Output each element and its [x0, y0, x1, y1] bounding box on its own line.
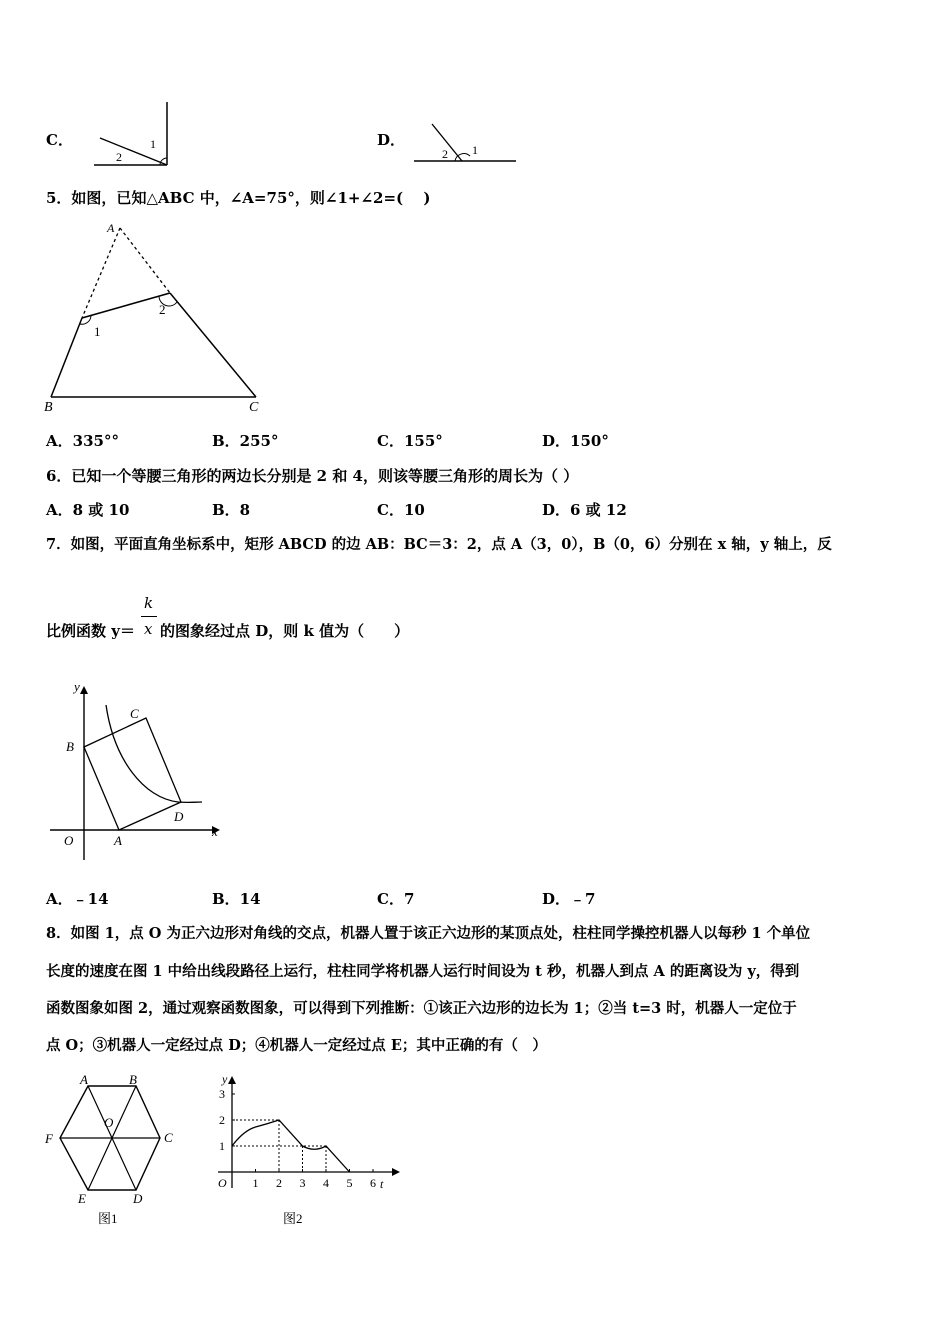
graph-y-label: y — [222, 1072, 228, 1086]
vertex-b-label: B — [44, 400, 53, 415]
graph-ticks — [219, 1087, 376, 1190]
q7-option-c: C．7 — [377, 890, 415, 908]
point-a-label: A — [114, 833, 122, 848]
slant-ray — [100, 138, 167, 165]
q8-line1: 8．如图 1，点 O 为正六边形对角线的交点，机器人置于该正六边形的某顶点处，柱柱同学操控机器人以每秒 1 个单位 — [46, 925, 811, 942]
point-d-label: D — [174, 809, 184, 824]
vertex-e-label: E — [78, 1191, 86, 1206]
figure2-caption: 图2 — [283, 1211, 303, 1226]
cut-segment — [82, 293, 170, 318]
q6-option-d: D．6 或 12 — [542, 501, 627, 519]
vertex-c-label: C — [249, 400, 259, 415]
q7-line2-prefix: 比例函数 y＝ — [46, 622, 135, 640]
point-c-label: C — [130, 706, 139, 721]
axis-y-label: y — [74, 680, 80, 694]
side-ac — [170, 293, 256, 397]
q8-hexagon-figure — [40, 1070, 190, 1230]
q7-option-d: D．﹣7 — [542, 890, 596, 908]
q7-fraction-numerator: k — [144, 594, 154, 612]
angle-2-label: 2 — [442, 147, 448, 161]
vertex-a-label: A — [107, 221, 115, 235]
graph-origin-label: O — [218, 1176, 227, 1190]
hyperbola-curve — [106, 705, 202, 802]
q8-line4: 点 O；③机器人一定经过点 D；④机器人一定经过点 E；其中正确的有（ ） — [46, 1037, 547, 1054]
dashed-side-ac — [120, 228, 170, 293]
vertex-c-label: C — [164, 1130, 173, 1145]
y-axis-arrow — [80, 686, 88, 694]
graph-guides — [232, 1120, 326, 1172]
vertex-b-label: B — [129, 1072, 137, 1087]
q7-option-a: A．﹣14 — [46, 890, 109, 908]
q6-option-a: A．8 或 10 — [46, 501, 130, 519]
q5-option-c: C．155° — [377, 432, 443, 450]
y-tick-label-3: 3 — [219, 1087, 225, 1101]
y-axis-arrow — [228, 1076, 236, 1084]
figure1-caption: 图1 — [98, 1211, 118, 1226]
side-ab — [51, 318, 82, 397]
q5-text: 5．如图，已知△ABC 中，∠A=75°，则∠1+∠2=( ) — [46, 189, 431, 207]
angle-2-label: 2 — [116, 150, 122, 164]
q6-option-b: B．8 — [212, 501, 251, 519]
q5-option-b: B．255° — [212, 432, 279, 450]
q4-option-d-figure — [410, 118, 520, 168]
q6-option-c: C．10 — [377, 501, 425, 519]
q6-text: 6．已知一个等腰三角形的两边长分别是 2 和 4，则该等腰三角形的周长为（ ） — [46, 467, 579, 485]
angle-1-label: 1 — [150, 137, 156, 151]
point-b-label: B — [66, 739, 74, 754]
x-tick-label-2: 2 — [276, 1176, 282, 1190]
origin-label: O — [64, 833, 74, 848]
y-tick-label-1: 1 — [219, 1139, 225, 1153]
y-tick-label-2: 2 — [219, 1113, 225, 1127]
x-tick-label-1: 1 — [252, 1176, 259, 1190]
vertex-f-label: F — [45, 1131, 53, 1146]
q7-fraction-denominator: x — [144, 620, 153, 638]
q7-line2-suffix: 的图象经过点 D，则 k 值为（ ） — [160, 622, 410, 640]
center-o-label: O — [104, 1115, 114, 1130]
q8-graph-figure — [208, 1070, 408, 1230]
x-tick-label-5: 5 — [346, 1176, 353, 1190]
angle-1-label: 1 — [472, 143, 478, 157]
q7-option-b: B．14 — [212, 890, 261, 908]
q7-line1: 7．如图，平面直角坐标系中，矩形 ABCD 的边 AB：BC＝3：2，点 A（3，0），B（0，6）分别在 x 轴，y 轴上，反 — [46, 536, 832, 553]
q7-coordinate-figure — [44, 680, 234, 865]
x-tick-label-6: 6 — [370, 1176, 376, 1190]
x-tick-label-3: 3 — [299, 1176, 306, 1190]
q4-option-c-figure — [90, 98, 180, 168]
q8-line2: 长度的速度在图 1 中给出线段路径上运行，柱柱同学将机器人运行时间设为 t 秒，机器人到点 A 的距离设为 y，得到 — [46, 963, 800, 980]
x-tick-label-4: 4 — [323, 1176, 329, 1190]
vertex-d-label: D — [133, 1191, 143, 1206]
t-axis-arrow — [392, 1168, 400, 1176]
angle-2-label: 2 — [159, 302, 166, 317]
axis-x-label: x — [212, 824, 218, 839]
dashed-side-ab — [82, 228, 120, 318]
angle-1-label: 1 — [94, 324, 101, 339]
q7-fraction-bar — [141, 616, 157, 617]
vertex-a-label: A — [80, 1072, 88, 1087]
q4-option-c-label: C． — [46, 131, 73, 149]
q5-option-d: D．150° — [542, 432, 609, 450]
q5-option-a: A．335°° — [46, 432, 119, 450]
q8-line3: 函数图象如图 2，通过观察函数图象，可以得到下列推断：①该正六边形的边长为 1；②当 t=3 时，机器人一定位于 — [46, 1000, 797, 1017]
q5-triangle-figure — [40, 218, 280, 418]
graph-t-label: t — [380, 1177, 384, 1191]
q4-option-d-label: D． — [377, 131, 406, 149]
